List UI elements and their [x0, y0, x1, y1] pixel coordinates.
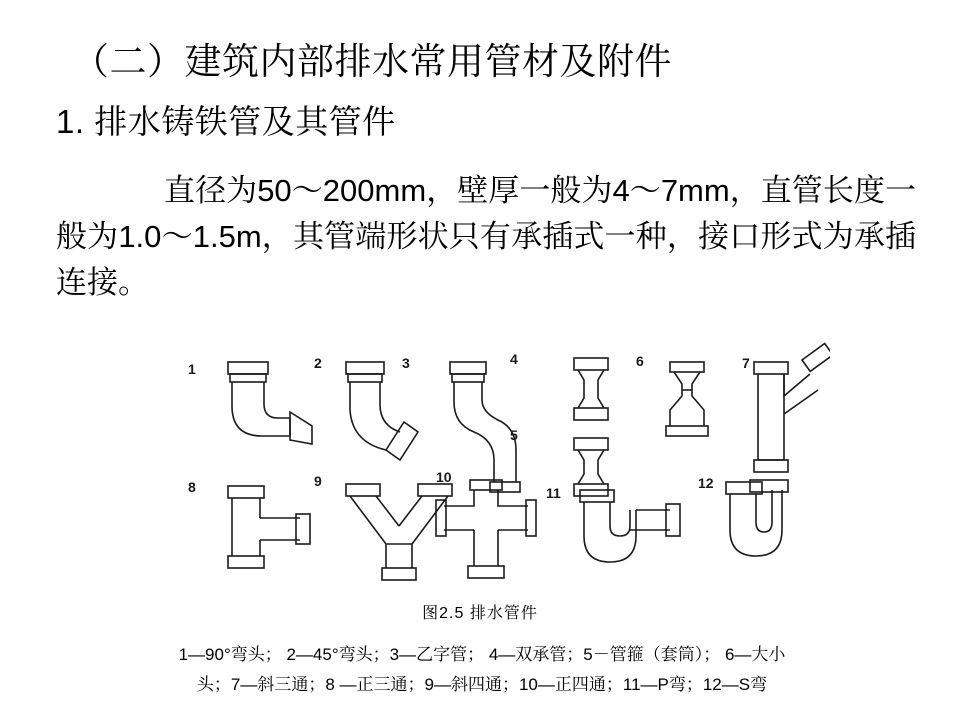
figure-label-3: 3: [402, 355, 410, 371]
figure-drawing: [150, 340, 830, 590]
fitting-5-coupling: [574, 438, 608, 496]
figure-label-5: 5: [510, 427, 518, 443]
figure-legend: [52, 640, 912, 700]
figure-label-12: 12: [698, 475, 714, 491]
fitting-11-p-trap: [580, 490, 680, 562]
figure-label-1: 1: [188, 361, 196, 377]
fitting-7-oblique-tee: [754, 344, 830, 472]
figure-label-6: 6: [636, 353, 644, 369]
figure-label-7: 7: [742, 355, 750, 371]
figure-label-11: 11: [546, 485, 561, 501]
body-paragraph: [56, 168, 916, 306]
figure-label-2: 2: [314, 355, 322, 371]
figure-label-4: 4: [510, 351, 518, 367]
page-title: （二）建筑内部排水常用管材及附件: [72, 41, 672, 82]
fitting-10-straight-cross: [436, 480, 536, 578]
fitting-12-s-trap: [726, 480, 788, 556]
paragraph-text: 直径为50～200mm，壁厚一般为4～7mm，直管长度一般为1.0～1.5m，其管端形状只有承插式一种，接口形式为承插连接。: [56, 173, 916, 300]
legend-line-2: 头；7—斜三通；8 —正三通；9—斜四通；10—正四通；11—P弯；12—S弯: [196, 675, 768, 694]
section-subtitle: 1. 排水铸铁管及其管件: [56, 103, 396, 140]
figure-label-8: 8: [188, 479, 196, 495]
figure-label-9: 9: [314, 473, 322, 489]
legend-line-1: 1—90°弯头； 2—45°弯头；3—乙字管； 4—双承管；5－管箍（套筒）； 6—大小: [178, 645, 786, 664]
fitting-8-straight-tee: [228, 486, 310, 568]
fitting-2-45-elbow: [346, 362, 418, 460]
figure-caption: 图2.5 排水管件: [422, 605, 538, 622]
figure-label-10: 10: [436, 469, 452, 485]
fitting-1-90-elbow: [228, 362, 312, 444]
fitting-4-double-socket: [574, 358, 608, 420]
fitting-6-reducer: [666, 362, 708, 436]
